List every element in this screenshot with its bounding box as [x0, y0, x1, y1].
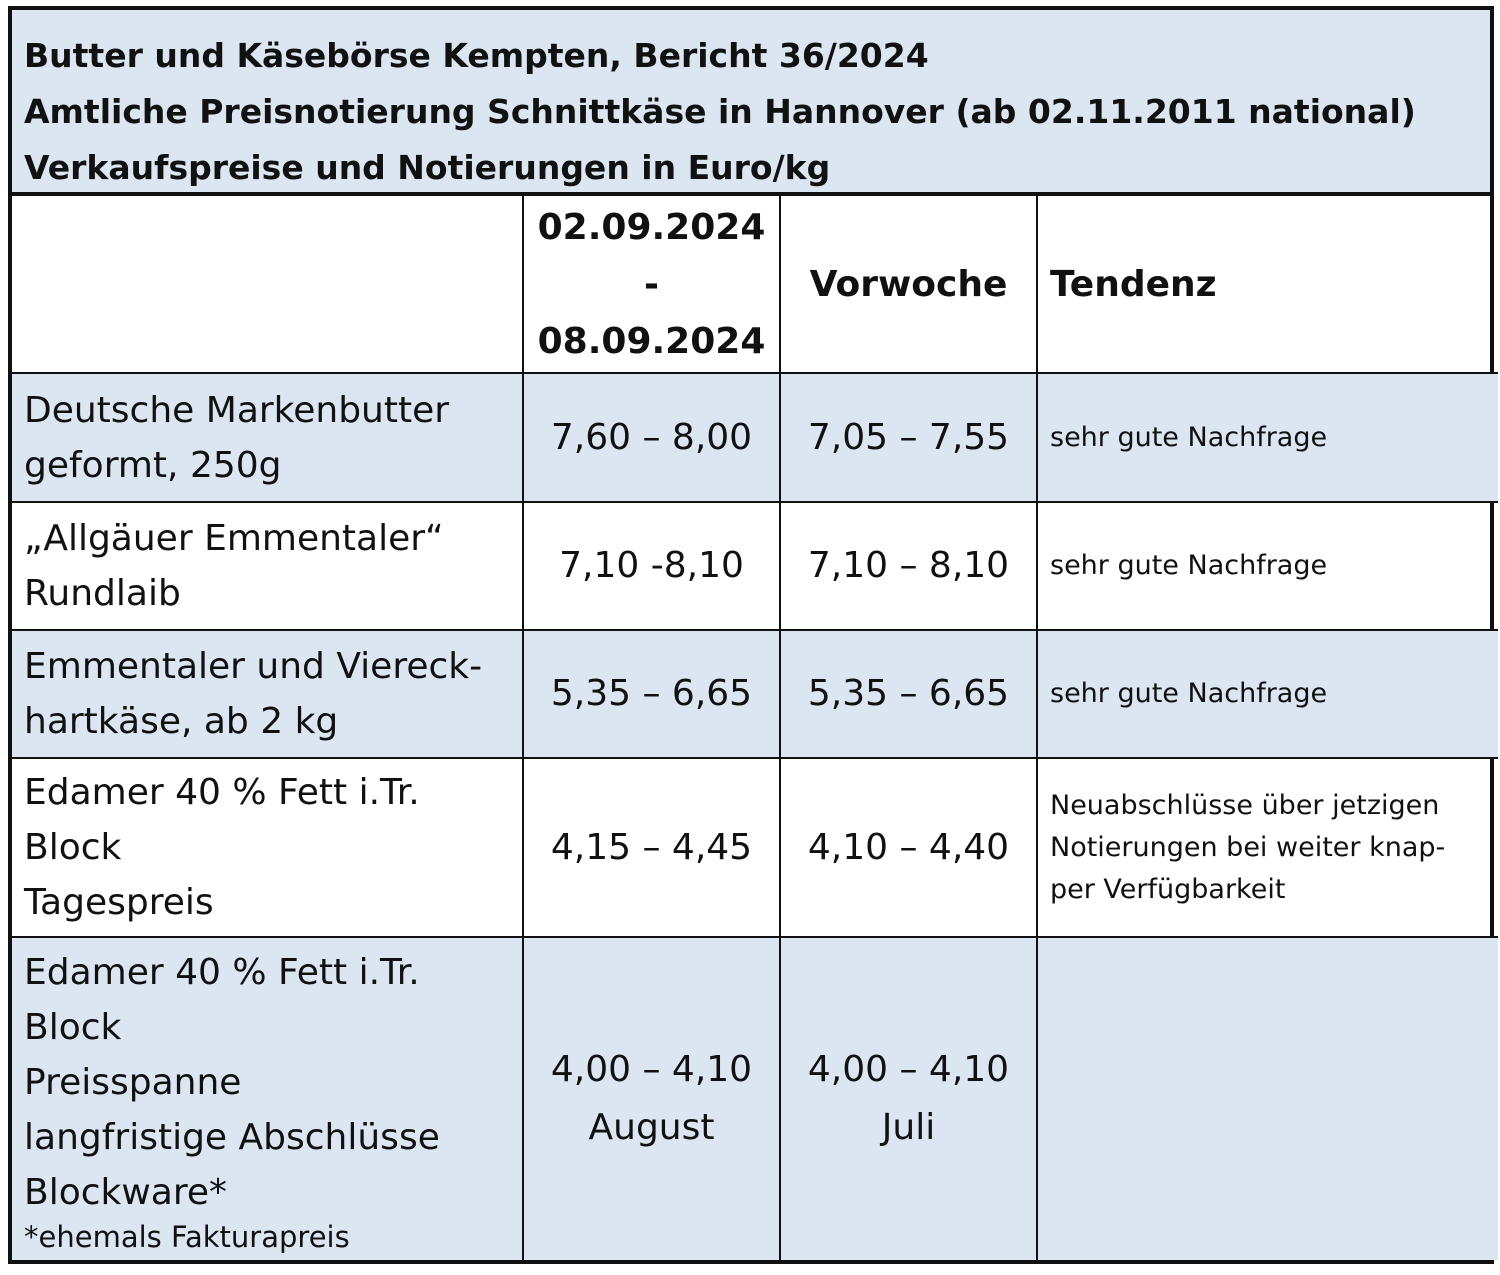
price-report-table — [8, 6, 1494, 1264]
product-cell — [12, 758, 523, 937]
product-line: Emmentaler und Viereck- — [24, 646, 483, 687]
product-cell — [12, 630, 523, 758]
product-line: hartkäse, ab 2 kg — [24, 701, 339, 742]
product-line: Tagespreis — [24, 882, 214, 923]
product-line: „Allgäuer Emmentaler“ — [24, 518, 444, 559]
trend-line: sehr gute Nachfrage — [1050, 421, 1328, 453]
previous-price-month: Juli — [881, 1107, 936, 1148]
table-row — [12, 758, 1498, 937]
report-title: Butter und Käsebörse Kempten, Bericht 36/2024 — [24, 36, 929, 75]
table-header-row — [12, 196, 1498, 373]
trend-cell — [1037, 937, 1498, 1260]
product-line: Block — [24, 1006, 122, 1048]
product-line: Blockware* — [24, 1171, 228, 1213]
header-trend: Tendenz — [1037, 196, 1498, 373]
period-separator: - — [644, 263, 659, 305]
report-title-box — [12, 10, 1490, 196]
previous-price: 5,35 – 6,65 — [780, 630, 1037, 758]
report-units-note: Verkaufspreise und Notierungen in Euro/kg — [24, 148, 831, 187]
current-price: 7,10 -8,10 — [523, 502, 780, 630]
trend-cell — [1037, 758, 1498, 937]
current-price: 5,35 – 6,65 — [523, 630, 780, 758]
current-price: 4,15 – 4,45 — [523, 758, 780, 937]
period-end: 08.09.2024 — [537, 320, 766, 362]
trend-cell — [1037, 630, 1498, 758]
previous-price: 4,00 – 4,10 — [807, 1049, 1010, 1090]
product-line: Edamer 40 % Fett i.Tr. — [24, 951, 420, 993]
product-line: Deutsche Markenbutter — [24, 389, 450, 431]
header-period-cell — [523, 196, 780, 373]
product-line: geformt, 250g — [24, 444, 282, 486]
trend-cell — [1037, 502, 1498, 630]
product-line: Preisspanne — [24, 1061, 242, 1103]
trend-line: sehr gute Nachfrage — [1050, 550, 1328, 581]
current-price: 4,00 – 4,10 — [550, 1049, 753, 1090]
trend-line: sehr gute Nachfrage — [1050, 678, 1328, 709]
previous-price: 7,10 – 8,10 — [780, 502, 1037, 630]
previous-price-cell — [780, 937, 1037, 1260]
price-table — [12, 196, 1498, 1260]
trend-line: Neuabschlüsse über jetzigen — [1050, 789, 1440, 821]
table-row — [12, 373, 1498, 502]
current-price-cell — [523, 937, 780, 1260]
current-price: 7,60 – 8,00 — [523, 373, 780, 502]
product-line: langfristige Abschlüsse — [24, 1116, 440, 1158]
product-cell — [12, 373, 523, 502]
table-row — [12, 937, 1498, 1260]
trend-line: Notierungen bei weiter knap- — [1050, 831, 1446, 863]
trend-line: per Verfügbarkeit — [1050, 873, 1286, 905]
previous-price: 4,10 – 4,40 — [780, 758, 1037, 937]
product-line: Edamer 40 % Fett i.Tr. — [24, 772, 420, 813]
trend-cell — [1037, 373, 1498, 502]
product-cell — [12, 937, 523, 1260]
product-cell — [12, 502, 523, 630]
previous-price: 7,05 – 7,55 — [780, 373, 1037, 502]
table-row — [12, 630, 1498, 758]
product-line: Rundlaib — [24, 573, 181, 614]
footnote: *ehemals Fakturapreis — [24, 1219, 350, 1254]
current-price-month: August — [588, 1107, 715, 1148]
report-subtitle: Amtliche Preisnotierung Schnittkäse in Hannover (ab 02.11.2011 national) — [24, 92, 1416, 131]
period-start: 02.09.2024 — [537, 206, 766, 248]
product-line: Block — [24, 827, 122, 868]
table-row — [12, 502, 1498, 630]
header-previous-week: Vorwoche — [780, 196, 1037, 373]
header-product-cell — [12, 196, 523, 373]
